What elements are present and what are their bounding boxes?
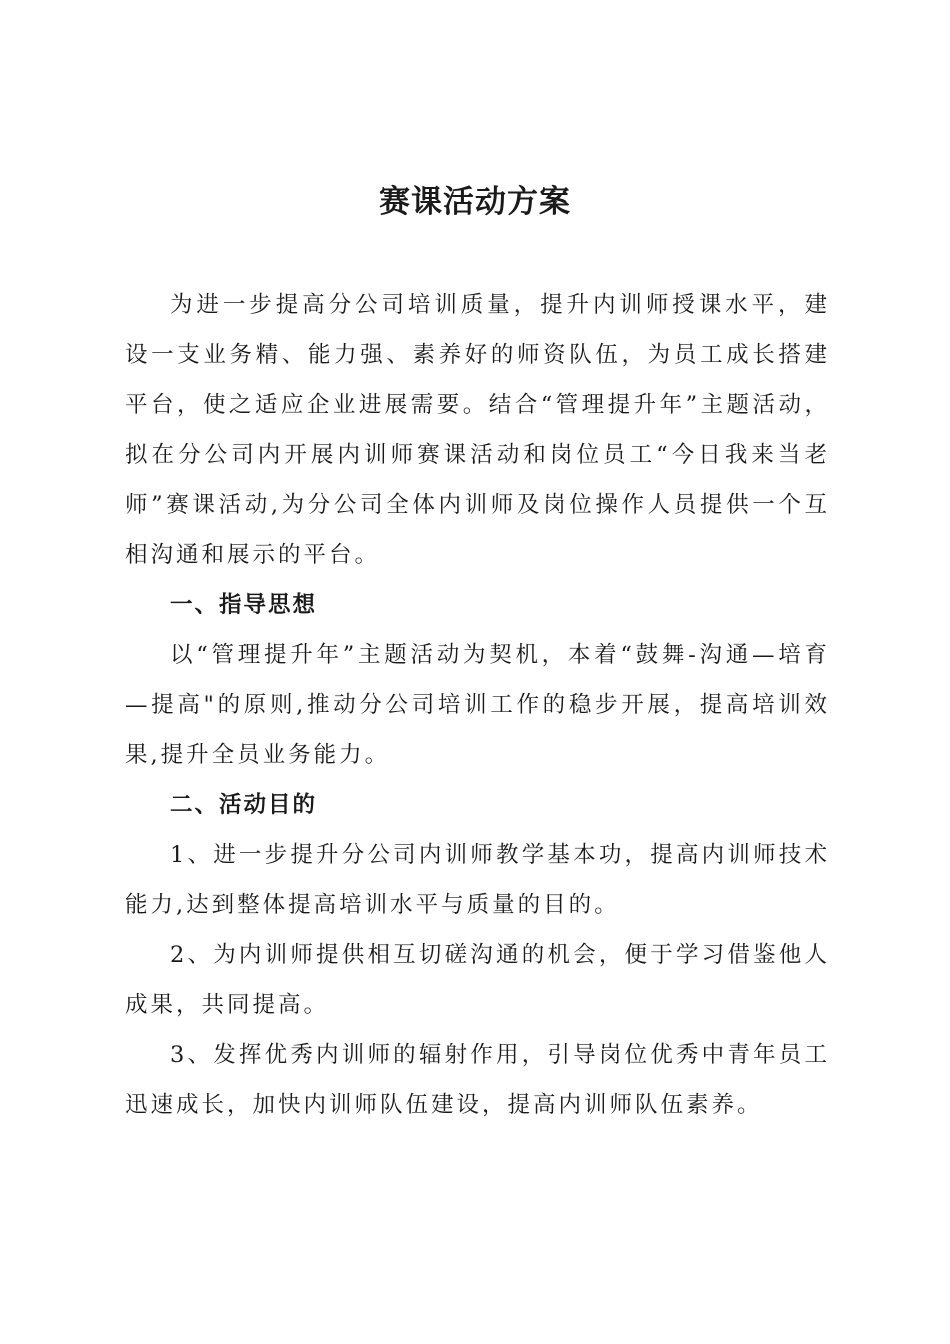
document-title: 赛课活动方案 <box>379 184 571 220</box>
purpose-item-1: 1、进一步提升分公司内训师教学基本功，提高内训师技术能力,达到整体提高培训水平与质量的目的。 <box>125 842 830 918</box>
purpose-item-2: 2、为内训师提供相互切磋沟通的机会，便于学习借鉴他人成果，共同提高。 <box>125 942 830 1018</box>
section-heading-activity-purpose: 二、活动目的 <box>170 792 318 818</box>
section-heading-guiding-ideology: 一、指导思想 <box>170 592 318 618</box>
intro-paragraph: 为进一步提高分公司培训质量，提升内训师授课水平，建设一支业务精、能力强、素养好的师资队伍，为员工成长搭建平台，使之适应企业进展需要。结合“管理提升年”主题活动，拟在分公司内开展内训师赛课活动和岗位员工“今日我来当老师”赛课活动,为分公司全体内训师及岗位操作人员提供一个互相沟通和展示的平台。 <box>125 292 830 568</box>
document-body <box>125 280 830 1130</box>
purpose-item-3: 3、发挥优秀内训师的辐射作用，引导岗位优秀中青年员工迅速成长，加快内训师队伍建设，提高内训师队伍素养。 <box>125 1042 830 1118</box>
section-paragraph: 以“管理提升年”主题活动为契机，本着“鼓舞-沟通—培育—提高"的原则,推动分公司培训工作的稳步开展，提高培训效果,提升全员业务能力。 <box>125 642 830 768</box>
